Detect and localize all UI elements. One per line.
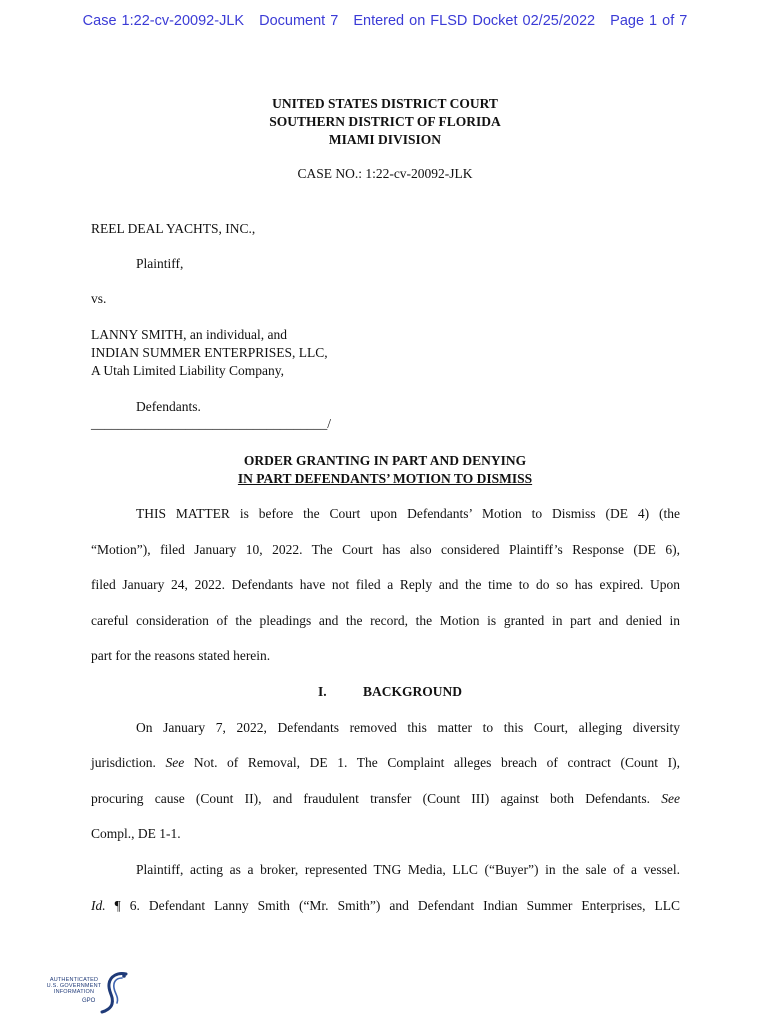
docket-entry-stamp: Entered on FLSD Docket 02/25/2022 — [353, 13, 596, 29]
page-count-stamp: Page 1 of 7 — [610, 13, 688, 29]
court-name: UNITED STATES DISTRICT COURT — [272, 96, 498, 111]
intro-line-2: “Motion”), filed January 10, 2022. The Court has also considered Plaintiff’s Response (DE 6), — [91, 542, 680, 557]
order-title — [0, 452, 770, 488]
background-line-2 — [91, 755, 680, 771]
intro-line-5: part for the reasons stated herein. — [91, 648, 271, 663]
background-line-3-start: procuring cause (Count II), and fraudulent transfer (Count III) against both Defendants. — [91, 791, 662, 806]
gpo-logo-code: GPO — [82, 998, 96, 1004]
defendants-label: Defendants. — [136, 399, 201, 414]
docket-header — [0, 13, 770, 29]
background-line-3 — [91, 791, 680, 807]
intro-line-4: careful consideration of the pleadings and the record, the Motion is granted in part and denied in — [91, 613, 680, 628]
gpo-logo-text: AUTHENTICATED U.S. GOVERNMENT INFORMATION — [46, 977, 102, 995]
plaintiff-label: Plaintiff, — [136, 256, 184, 271]
court-heading — [0, 95, 770, 149]
background-line-1: On January 7, 2022, Defendants removed this matter to this Court, alleging diversity — [136, 720, 680, 735]
intro-line-3: filed January 24, 2022. Defendants have not filed a Reply and the time to do so has expired. Upon — [91, 577, 680, 592]
eagle-icon — [100, 970, 130, 1014]
defendant-line-1: LANNY SMITH, an individual, and — [91, 327, 287, 342]
background-line-6 — [91, 898, 680, 914]
background-line-4: Compl., DE 1-1. — [91, 826, 181, 841]
gpo-authentication-logo — [44, 970, 134, 1014]
background-line-5: Plaintiff, acting as a broker, represented TNG Media, LLC (“Buyer”) in the sale of a vessel. — [136, 862, 680, 877]
order-title-line-1: ORDER GRANTING IN PART AND DENYING — [243, 453, 527, 468]
document-number-stamp: Document 7 — [259, 13, 339, 29]
case-number: CASE NO.: 1:22-cv-20092-JLK — [297, 166, 473, 181]
see-signal: See — [661, 791, 680, 806]
background-line-6-end: ¶ 6. Defendant Lanny Smith (“Mr. Smith”) and Defendant Indian Summer Enterprises, LLC — [105, 898, 680, 913]
case-number-stamp: Case 1:22-cv-20092-JLK — [82, 13, 245, 29]
background-line-2-start: jurisdiction. — [91, 755, 166, 770]
order-title-line-2: IN PART DEFENDANTS’ MOTION TO DISMISS — [237, 471, 533, 486]
caption-separator: ___________________________________/ — [91, 416, 332, 431]
section-title: BACKGROUND — [363, 684, 463, 699]
intro-line-1: THIS MATTER is before the Court upon Defendants’ Motion to Dismiss (DE 4) (the — [136, 506, 680, 521]
defendant-line-3: A Utah Limited Liability Company, — [91, 363, 284, 378]
background-line-2-end: Not. of Removal, DE 1. The Complaint alleges breach of contract (Count I), — [184, 755, 680, 770]
see-signal: See — [165, 755, 185, 770]
plaintiff-name: REEL DEAL YACHTS, INC., — [91, 221, 256, 236]
versus-label: vs. — [91, 291, 107, 306]
court-division: MIAMI DIVISION — [328, 132, 442, 147]
court-district: SOUTHERN DISTRICT OF FLORIDA — [269, 114, 501, 129]
id-signal: Id. — [91, 898, 106, 913]
defendant-line-2: INDIAN SUMMER ENTERPRISES, LLC, — [91, 345, 328, 360]
section-number: I. — [318, 684, 327, 699]
